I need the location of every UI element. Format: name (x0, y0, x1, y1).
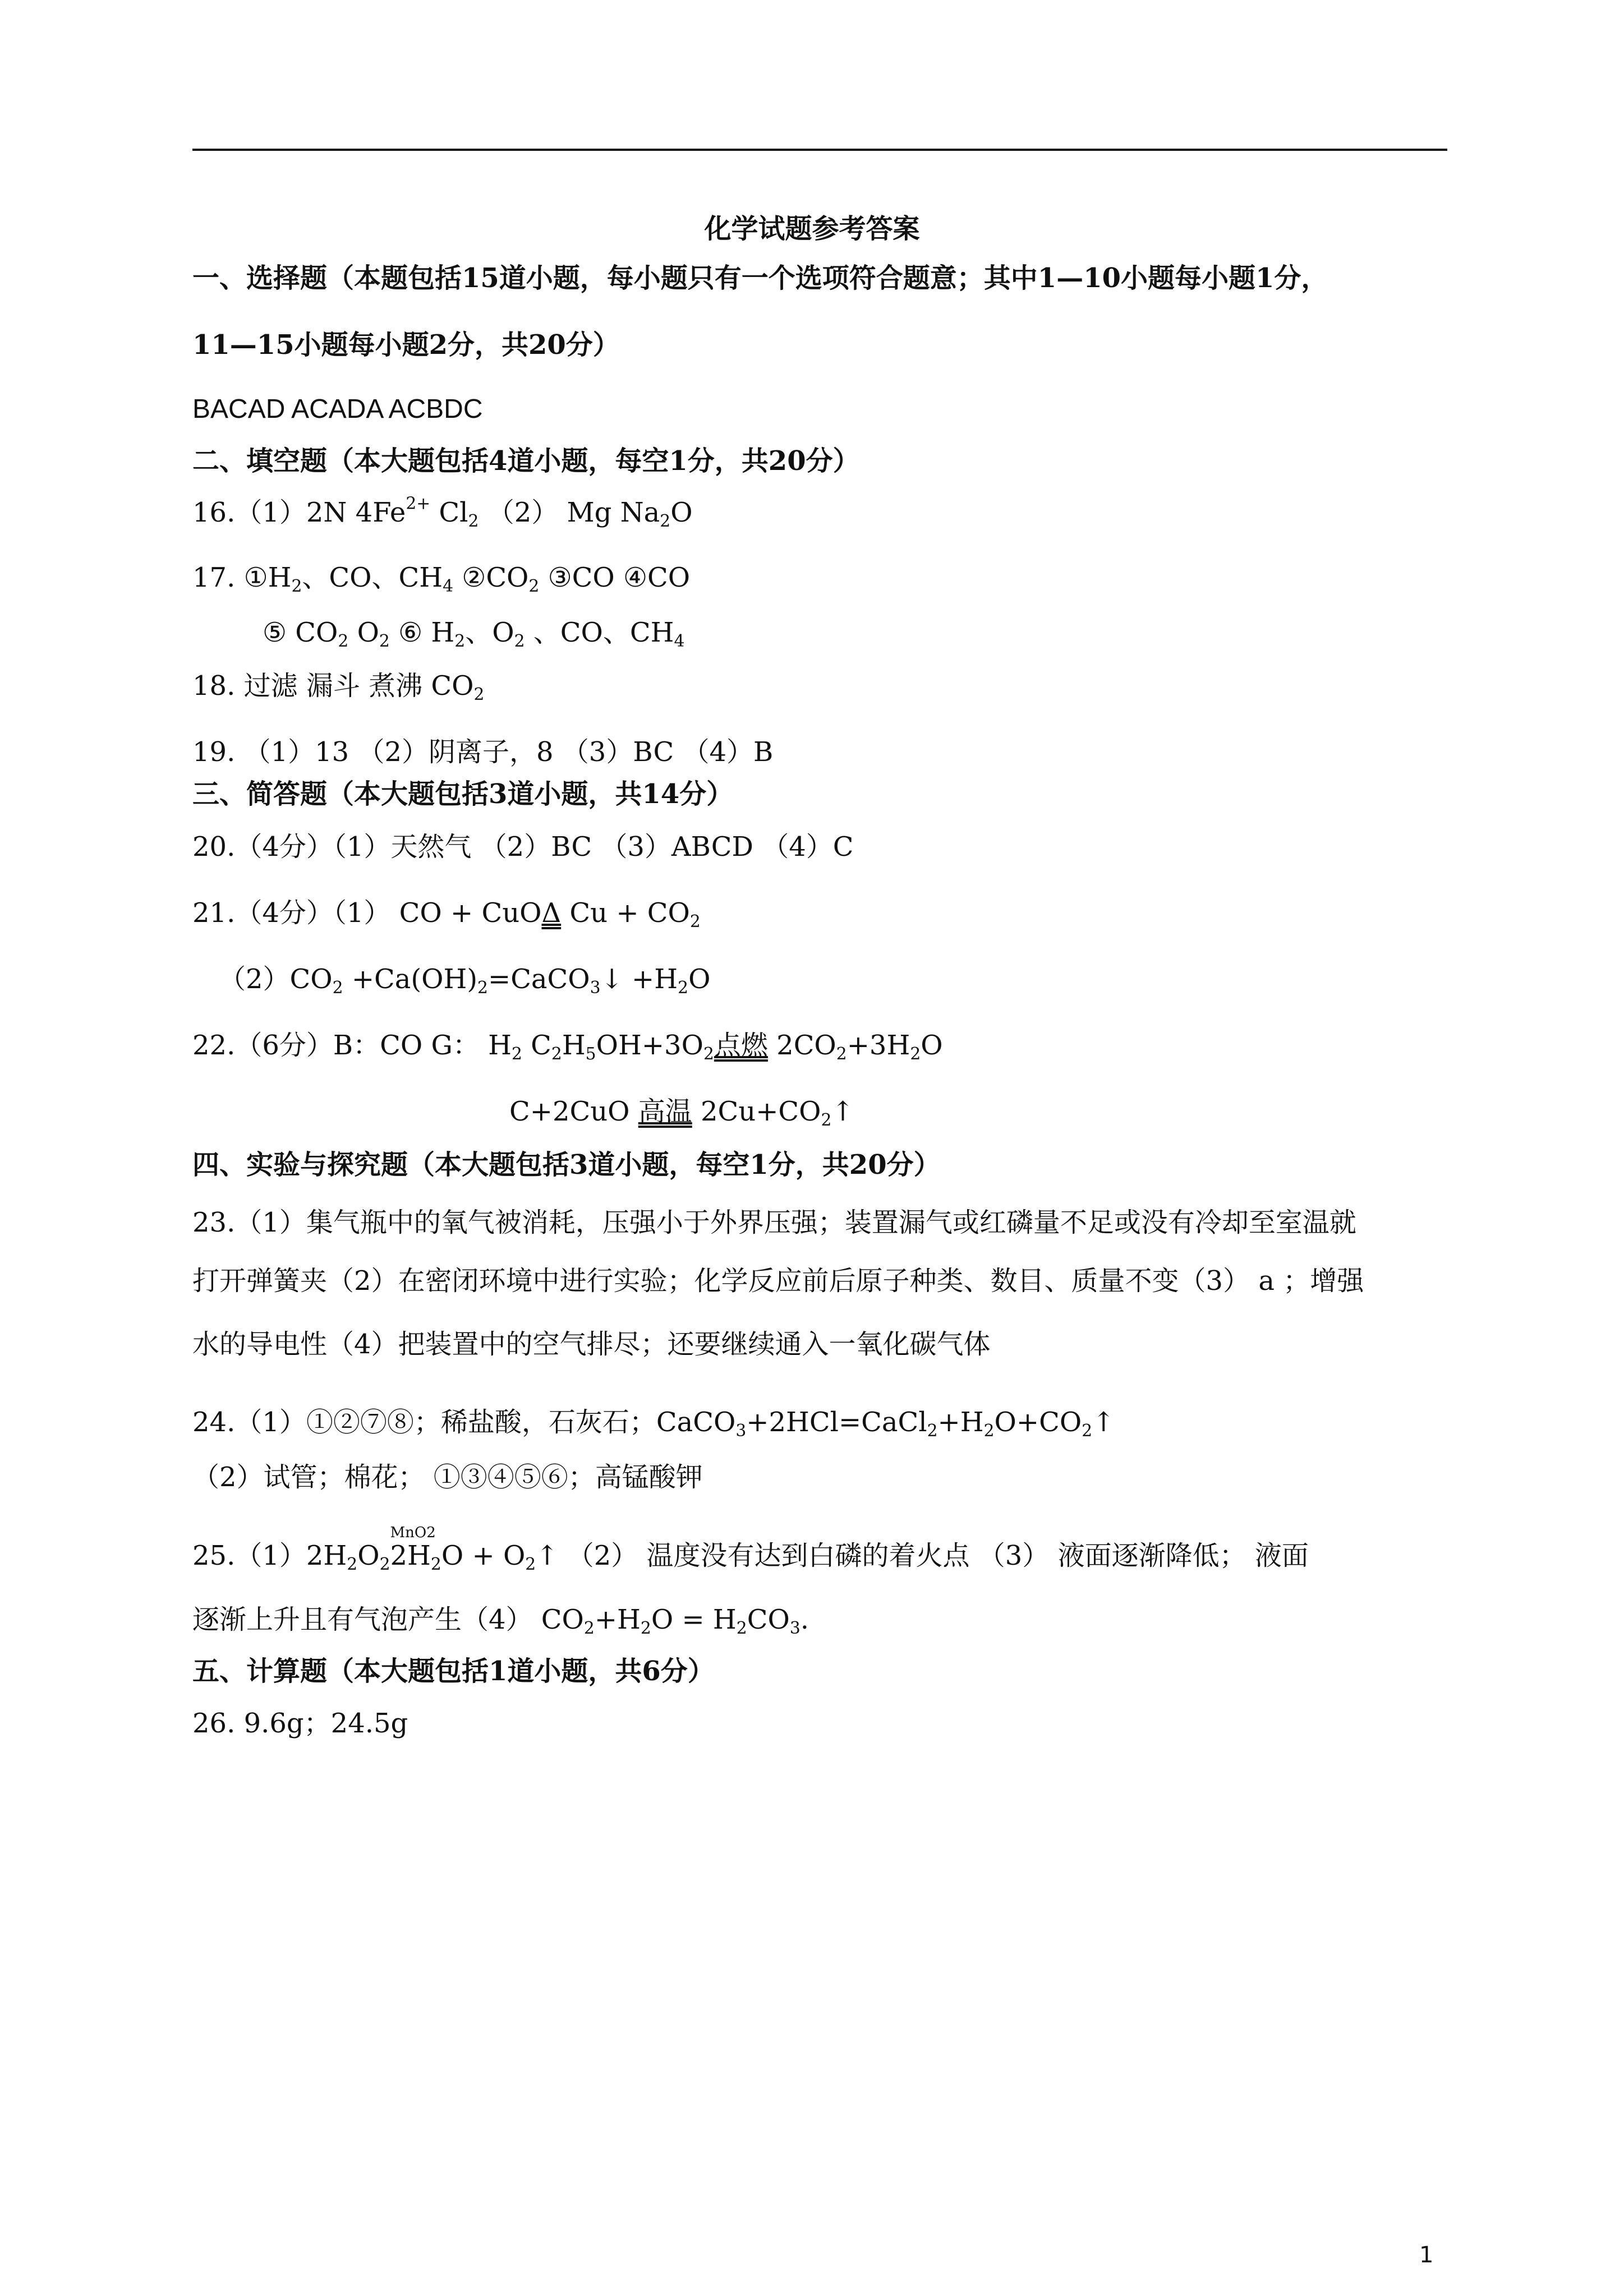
q22-answer-line2: C+2CuO 高温 $2Cu+CO_2↑$ (509, 1096, 854, 1130)
section1-heading: 一、选择题（本题包括15道小题，每小题只有一个选项符合题意；其中1—10小题每小题1分， (192, 262, 1328, 294)
q26-answer: 26. 9.6g；24.5g (192, 1708, 408, 1739)
q17-answer-line1: 17. $①H_2$、CO、$CH_4$ $②CO_2$ ③CO ④CO (192, 562, 691, 596)
section5-heading: 五、计算题（本大题包括1道小题，共6分） (192, 1656, 715, 1687)
q23-answer-line1: 23.（1）集气瓶中的氧气被消耗，压强小于外界压强；装置漏气或红磷量不足或没有冷却至室温就 (192, 1207, 1356, 1238)
q24-answer-line2: （2）试管；棉花； ①③④⑤⑥；高锰酸钾 (192, 1461, 703, 1493)
section1-answers: BACAD ACADA ACBDC (192, 394, 483, 424)
heat-condition: Δ (541, 897, 562, 929)
q18-answer: 18. 过滤 漏斗 煮沸 $CO_2$ (192, 670, 485, 704)
section2-heading: 二、填空题（本大题包括4道小题，每空1分，共20分） (192, 445, 860, 477)
section1-heading-cont: 11—15小题每小题2分，共20分） (192, 329, 620, 361)
section3-heading: 三、简答题（本大题包括3道小题，共14分） (192, 778, 734, 810)
page-number: 1 (1419, 2242, 1434, 2268)
q25-answer-line1: $25.(1)2H_2O_2$ MnO2 $2H_2O$ + $O_2↑$ （2） 温度没有达到白磷的着火点 （3） 液面逐渐降低； 液面 (192, 1524, 1309, 1574)
ignite-condition: 点燃 (714, 1030, 768, 1061)
q23-answer-line3: 水的导电性（4）把装置中的空气排尽；还要继续通入一氧化碳气体 (192, 1329, 991, 1360)
q21-answer-line2: $(2)CO_2$ $+Ca(OH)_2=CaCO_3↓ +H_2O$ (219, 963, 711, 998)
q22-answer-line1: 22.（6分）B：CO G： $H_2$ $C_2H_5OH+3O_2$点燃 $2CO_2+3H_2O$ (192, 1030, 943, 1064)
q25-answer-line2: 逐渐上升且有气泡产生（4） $CO_2+H_2O = H_2CO_3$. (192, 1604, 809, 1638)
q23-answer-line2: 打开弹簧夹（2）在密闭环境中进行实验；化学反应前后原子种类、数目、质量不变（3） a ；增强 (192, 1265, 1364, 1297)
q21-answer-line1: 21.（4分）（1） CO + CuOΔ $Cu + CO_2$ (192, 897, 701, 932)
q24-answer-line1: 24.（1）①②⑦⑧；稀盐酸，石灰石；$CaCO_3+2HCl=CaCl_2+H_2O+CO_2↑$ (192, 1407, 1115, 1441)
header-rule (192, 149, 1447, 151)
page-title: 化学试题参考答案 (704, 213, 920, 245)
section4-heading: 四、实验与探究题（本大题包括3道小题，每空1分，共20分） (192, 1149, 941, 1181)
q19-answer: 19. （1）13 （2）阴离子，8 （3）BC （4）B (192, 736, 774, 768)
q16-answer: 16.（1）2N $4Fe^{2+}$ $Cl_2$ （2） Mg $Na_2O$ (192, 494, 693, 531)
q20-answer: 20.（4分）（1）天然气 （2）BC （3）ABCD （4）C (192, 831, 854, 863)
q17-answer-line2: ⑤ $CO_2$ $O_2$ ⑥ $H_2$、$O_2$ 、CO、$CH_4$ (263, 617, 685, 651)
high-temp-condition: 高温 (638, 1096, 692, 1127)
